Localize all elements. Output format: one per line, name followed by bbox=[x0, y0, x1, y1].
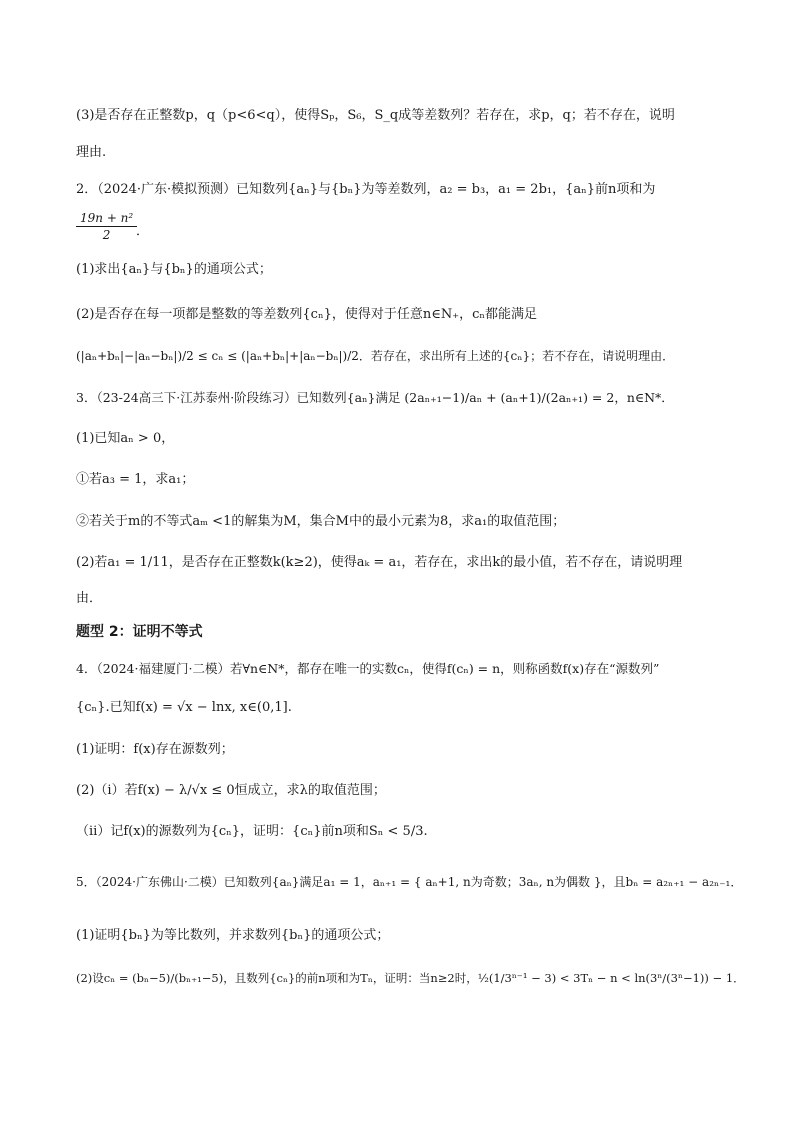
q2-part2-line1: (2)是否存在每一项都是整数的等差数列{cₙ}，使得对于任意n∈N₊，cₙ都能满足 bbox=[76, 307, 537, 322]
q3-part1-sub2: ②若关于m的不等式aₘ <1的解集为M，集合M中的最小元素为8，求a₁的取值范围； bbox=[76, 514, 566, 529]
q2-part1: (1)求出{aₙ}与{bₙ}的通项公式； bbox=[76, 262, 272, 277]
q2-sum-fraction bbox=[76, 211, 137, 242]
q3-part2-line2: 由． bbox=[76, 591, 103, 606]
q4-part1: (1)证明：f(x)存在源数列； bbox=[76, 742, 234, 757]
q5-stem: 5．（2024·广东佛山·二模）已知数列{aₙ}满足a₁ = 1，aₙ₊₁ = { aₙ+1, n为奇数；3aₙ, n为偶数 }，且bₙ = a₂ₙ₊₁ − a₂ₙ₋₁． bbox=[76, 875, 743, 889]
q5-part1: (1)证明{bₙ}为等比数列，并求数列{bₙ}的通项公式； bbox=[76, 928, 390, 943]
fraction-bar bbox=[76, 226, 137, 227]
q2-sum-suffix: ． bbox=[136, 224, 150, 239]
section-heading: 题型 2：证明不等式 bbox=[76, 624, 203, 640]
q3-stem: 3．（23-24高三下·江苏泰州·阶段练习）已知数列{aₙ}满足 (2aₙ₊₁−1)/aₙ + (aₙ+1)/(2aₙ₊₁) = 2，n∈N*． bbox=[76, 390, 674, 405]
q3-part2-line1: (2)若a₁ = 1/11，是否存在正整数k(k≥2)，使得aₖ = a₁，若存在，求出k的最小值，若不存在，请说明理 bbox=[76, 555, 683, 570]
q3-part1-intro: (1)已知aₙ > 0， bbox=[76, 431, 175, 446]
q2-sum-denominator: 2 bbox=[102, 228, 111, 242]
q5-part2: (2)设cₙ = (bₙ−5)/(bₙ₊₁−5)，且数列{cₙ}的前n项和为Tₙ，证明：当n≥2时，½(1/3ⁿ⁻¹ − 3) < 3Tₙ − n < ln(3ⁿ/(3ⁿ−1)) − 1． bbox=[76, 971, 745, 985]
q2-sum-numerator: 19n + n² bbox=[80, 211, 134, 225]
q1-part3-line1: (3)是否存在正整数p，q（p<6<q），使得Sₚ，S₆，S_q成等差数列？若存在，求p，q；若不存在，说明 bbox=[76, 108, 675, 123]
q1-part3-line2: 理由. bbox=[76, 145, 107, 160]
q4-part2-i: (2)（ⅰ）若f(x) − λ/√x ≤ 0恒成立，求λ的取值范围； bbox=[76, 783, 386, 798]
q2-part2-line2: (|aₙ+bₙ|−|aₙ−bₙ|)/2 ≤ cₙ ≤ (|aₙ+bₙ|+|aₙ−bₙ|)/2．若存在，求出所有上述的{cₙ}；若不存在，请说明理由． bbox=[76, 349, 675, 363]
q4-part2-ii: （ⅱ）记f(x)的源数列为{cₙ}，证明：{cₙ}前n项和Sₙ < 5/3. bbox=[76, 824, 428, 839]
q3-part1-sub1: ①若a₃ = 1，求a₁； bbox=[76, 472, 195, 487]
q4-stem-line1: 4．（2024·福建厦门·二模）若∀n∈N*，都存在唯一的实数cₙ，使得f(cₙ) = n，则称函数f(x)存在“源数列” bbox=[76, 661, 660, 676]
q2-stem: 2．（2024·广东·模拟预测）已知数列{aₙ}与{bₙ}为等差数列，a₂ = b₃，a₁ = 2b₁，{aₙ}前n项和为 bbox=[76, 182, 656, 197]
q4-stem-line2: {cₙ}.已知f(x) = √x − lnx, x∈(0,1]. bbox=[76, 700, 292, 715]
